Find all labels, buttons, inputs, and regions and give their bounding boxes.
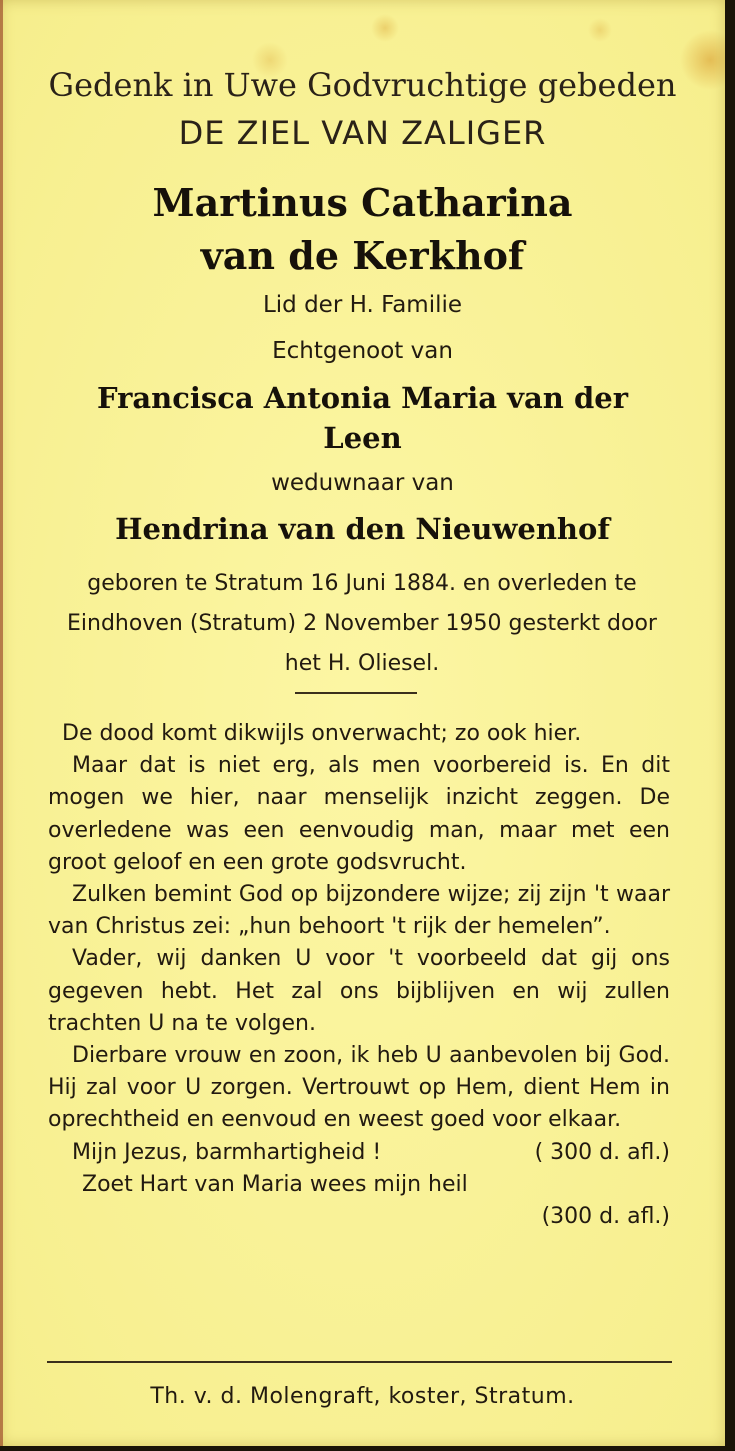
- invocation-line: Gedenk in Uwe Godvruchtige gebeden: [48, 66, 677, 104]
- indulgence-note: (300 d. afl.): [541, 1204, 670, 1230]
- bottom-rule: [47, 1361, 672, 1363]
- indulgence-note: ( 300 d. afl.): [534, 1139, 670, 1165]
- spouse-label: Echtgenoot van: [272, 338, 453, 364]
- late-wife-name: Hendrina van den Nieuwenhof: [115, 512, 610, 546]
- ejaculation-text: Zoet Hart van Maria wees mijn heil: [82, 1171, 468, 1197]
- paragraph: Maar dat is niet erg, als men voorbereid is. En dit mogen we hier, naar menselijk inzicht zeggen. De overledene was een eenvoudig man, maar met een groot geloof en een grote godsvrucht.: [48, 753, 670, 875]
- ejaculation-text: Mijn Jezus, barmhartigheid !: [72, 1139, 382, 1165]
- widower-label: weduwnaar van: [271, 470, 454, 496]
- spouse-name: Francisca Antonia Maria van der Leen: [97, 381, 628, 455]
- paragraph: Zulken bemint God op bijzondere wijze; zij zijn 't waar van Christus zei: „hun behoort 't rijk der hemelen”.: [48, 882, 670, 940]
- divider: [295, 692, 417, 694]
- memorial-text: [48, 718, 670, 1233]
- paragraph: Vader, wij danken U voor 't voorbeeld dat gij ons gegeven hebt. Het zal ons bijblijven en wij zullen trachten U na te volgen.: [48, 946, 670, 1036]
- deceased-name-line2: van de Kerkhof: [200, 233, 525, 278]
- ejaculation-line: [48, 1137, 670, 1169]
- paragraph: De dood komt dikwijls onverwacht; zo ook hier.: [62, 721, 582, 746]
- birth-death-text: geboren te Stratum 16 Juni 1884. en overleden te Eindhoven (Stratum) 2 November 1950 gesterkt door het H. Oliesel.: [67, 571, 657, 676]
- soul-line: DE ZIEL VAN ZALIGER: [178, 114, 547, 152]
- paragraph: Dierbare vrouw en zoon, ik heb U aanbevolen bij God. Hij zal voor U zorgen. Vertrouwt op Hem, dient Hem in oprechtheid en eenvoud en weest goed voor elkaar.: [48, 1043, 670, 1133]
- deceased-name-line1: Martinus Catharina: [152, 180, 573, 225]
- printer-credit: Th. v. d. Molengraft, koster, Stratum.: [150, 1384, 575, 1409]
- membership-line: Lid der H. Familie: [262, 292, 463, 318]
